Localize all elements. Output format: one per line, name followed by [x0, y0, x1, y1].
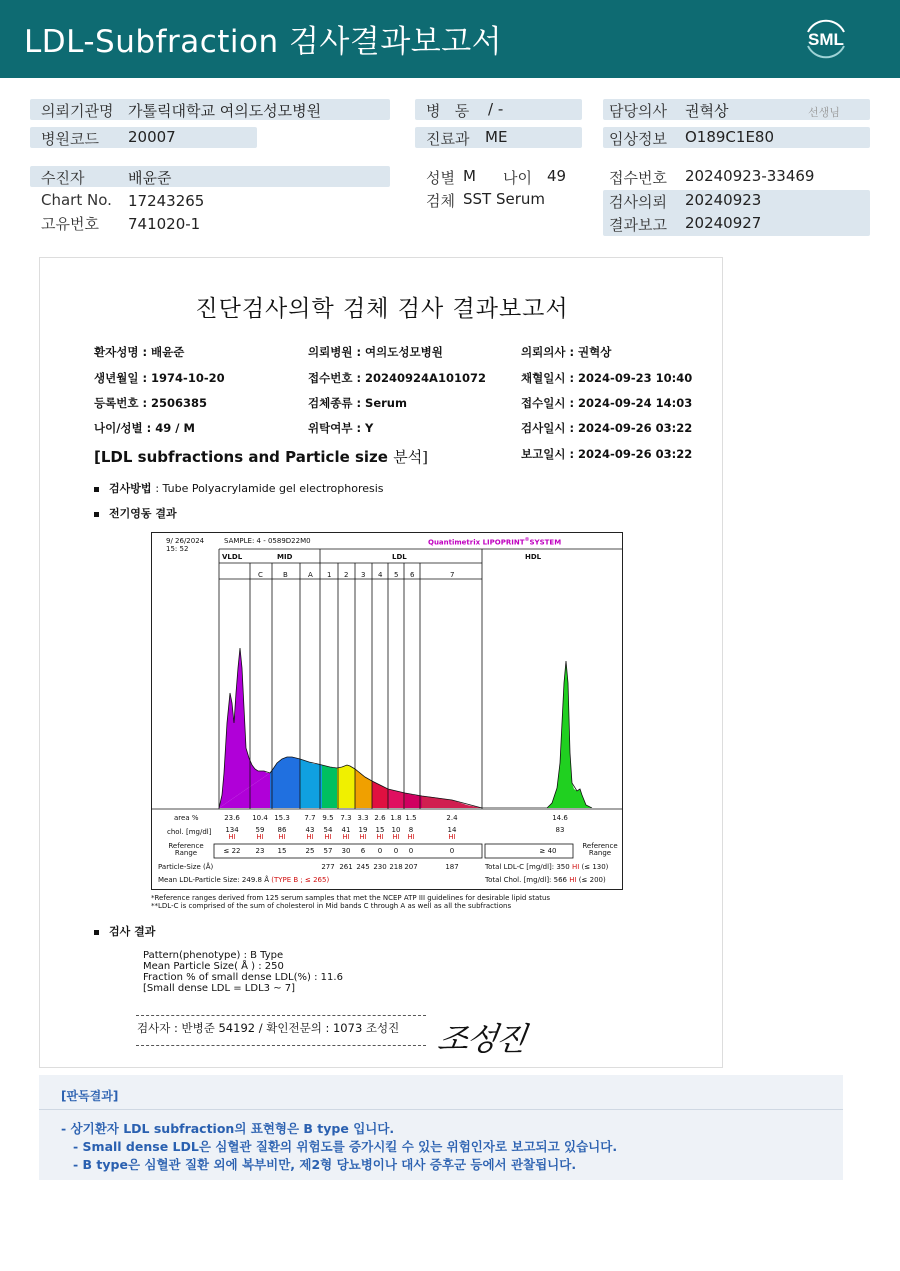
judgement-line: - B type은 심혈관 질환 외에 복부비만, 제2형 당뇨병이나 대사 증후군 등에서 관찰됩니다.	[73, 1157, 577, 1172]
request-org-label: 의뢰기관명	[41, 102, 114, 120]
electrophoresis-chart	[151, 532, 623, 890]
chol-flag: HI	[376, 833, 384, 841]
band-label: 5	[394, 571, 399, 579]
area-value: 15.3	[274, 814, 290, 822]
uid-value: 741020-1	[128, 215, 201, 233]
area-value: 7.3	[340, 814, 352, 822]
recv-value: 20240923-33469	[685, 167, 815, 185]
judgement-title: [판독결과]	[61, 1089, 119, 1103]
area-value: 3.3	[357, 814, 369, 822]
doctor-label: 담당의사	[609, 102, 667, 120]
area-value: 2.4	[446, 814, 458, 822]
size-value: 187	[445, 863, 459, 871]
req-date-label: 검사의뢰	[609, 193, 667, 211]
chol-value: 134	[225, 826, 239, 834]
divider	[136, 1015, 426, 1016]
ref-value: 6	[360, 847, 366, 855]
size-label: Particle-Size (Å)	[158, 863, 214, 871]
chart-system: Quantimetrix LIPOPRINT®SYSTEM	[428, 537, 562, 547]
result-line: Mean Particle Size( Å ) : 250	[143, 961, 284, 972]
chol-flag: HI	[359, 833, 367, 841]
chol-flag: HI	[342, 833, 350, 841]
chol-value: 15	[375, 826, 385, 834]
ref-value: 0	[408, 847, 414, 855]
band-label: 1	[327, 571, 332, 579]
size-value: 261	[339, 863, 353, 871]
group-ldl: LDL	[392, 553, 407, 561]
report-field: 생년월일 : 1974-10-20	[94, 371, 225, 385]
chol-value: 86	[277, 826, 287, 834]
band-label: B	[283, 571, 288, 579]
report-field: 나이/성별 : 49 / M	[94, 421, 195, 435]
patient-value: 배윤준	[128, 169, 172, 187]
ref-value: 57	[323, 847, 333, 855]
header-bar	[0, 0, 900, 78]
chart-no-label: Chart No.	[41, 191, 112, 209]
ref-value: 25	[305, 847, 315, 855]
page-title: LDL-Subfraction 검사결과보고서	[24, 24, 503, 60]
report-date-value: 20240927	[685, 214, 762, 232]
report-field: 접수번호 : 20240924A101072	[308, 371, 486, 385]
size-value: 277	[321, 863, 335, 871]
ward-label: 병 동	[426, 102, 470, 120]
divider	[136, 1045, 426, 1046]
hospital-code-value: 20007	[128, 128, 176, 146]
total-chol: Total Chol. [mg/dl]: 566 HI (≤ 200)	[485, 876, 606, 884]
request-org-value: 가톨릭대학교 여의도성모병원	[128, 102, 322, 120]
group-vldl: VLDL	[222, 553, 243, 561]
report-field: 채혈일시 : 2024-09-23 10:40	[521, 371, 693, 385]
chol-value: 41	[341, 826, 351, 834]
chart-time: 15: 52	[166, 545, 189, 553]
report-subtitle: [LDL subfractions and Particle size 분석]	[94, 448, 429, 466]
bullet-icon	[94, 930, 99, 935]
area-value: 23.6	[224, 814, 240, 822]
judgement-divider	[39, 1109, 843, 1110]
area-value: 10.4	[252, 814, 268, 822]
area-value: 1.8	[390, 814, 402, 822]
age-value: 49	[547, 167, 567, 185]
chart-date: 9/ 26/2024	[166, 537, 205, 545]
chol-value: 83	[555, 826, 565, 834]
doctor-value: 권혁상	[685, 102, 729, 120]
clinical-label: 임상정보	[609, 130, 667, 148]
result-line: Pattern(phenotype) : B Type	[143, 950, 284, 961]
chol-value: 43	[305, 826, 315, 834]
sex-label: 성별	[426, 169, 455, 187]
chart-no-value: 17243265	[128, 192, 205, 210]
size-value: 245	[356, 863, 370, 871]
specimen-value: SST Serum	[463, 190, 546, 208]
chart-sample: SAMPLE: 4 - 0589D22M0	[224, 537, 311, 545]
uid-label: 고유번호	[41, 215, 99, 233]
ref-value: ≥ 40	[539, 847, 557, 855]
svg-text:SML: SML	[808, 30, 844, 49]
band-label: 6	[410, 571, 415, 579]
sex-value: M	[463, 167, 476, 185]
doctor-suffix: 선생님	[808, 106, 840, 119]
group-hdl: HDL	[525, 553, 542, 561]
clinical-value: O189C1E80	[685, 128, 775, 146]
chol-flag: HI	[228, 833, 236, 841]
report-time: 보고일시 : 2024-09-26 03:22	[521, 447, 693, 461]
chol-flag: HI	[407, 833, 415, 841]
mean-size: Mean LDL-Particle Size: 249.8 Å (TYPE B ; ≤ 265)	[158, 876, 330, 884]
chol-flag: HI	[306, 833, 314, 841]
chol-flag: HI	[448, 833, 456, 841]
bullet-icon	[94, 487, 99, 492]
band-label: C	[258, 571, 263, 579]
hospital-code-label: 병원코드	[41, 130, 99, 148]
chol-value: 19	[358, 826, 368, 834]
area-value: 2.6	[374, 814, 386, 822]
band-label: 7	[450, 571, 455, 579]
judgement-line: - 상기환자 LDL subfraction의 표현형은 B type 입니다.	[61, 1121, 395, 1136]
sml-logo	[800, 12, 852, 64]
chol-value: 54	[323, 826, 333, 834]
area-value: 1.5	[405, 814, 417, 822]
recv-label: 접수번호	[609, 169, 667, 187]
result-line: Fraction % of small dense LDL(%) : 11.6	[143, 972, 343, 983]
chol-flag: HI	[256, 833, 264, 841]
embedded-report	[39, 257, 723, 1068]
dept-value: ME	[485, 128, 508, 146]
band-label: A	[308, 571, 313, 579]
chol-value: 10	[391, 826, 401, 834]
band-separators	[152, 549, 622, 858]
chol-value: 8	[408, 826, 414, 834]
report-field: 의뢰병원 : 여의도성모병원	[308, 345, 443, 359]
electrophoresis-curve	[219, 648, 592, 808]
judgement-line: - Small dense LDL은 심혈관 질환의 위험도를 증가시킬 수 있는 위험인자로 보고되고 있습니다.	[73, 1139, 618, 1154]
footnote: **LDL-C is comprised of the sum of cholesterol in Mid bands C through A as well as all the subfractions	[151, 902, 512, 910]
size-value: 230	[373, 863, 387, 871]
report-field: 의뢰의사 : 권혁상	[521, 345, 612, 359]
ref-value: 0	[393, 847, 399, 855]
size-value: 218	[389, 863, 403, 871]
req-date-value: 20240923	[685, 191, 762, 209]
ward-value: / -	[488, 100, 504, 118]
bullet-icon	[94, 512, 99, 517]
chol-label: chol. [mg/dl]	[167, 828, 212, 836]
tester-line: 검사자 : 반병준 54192 / 확인전문의 : 1073 조성진	[137, 1021, 400, 1035]
report-field: 환자성명 : 배윤준	[94, 345, 185, 359]
chol-flag: HI	[324, 833, 332, 841]
age-label: 나이	[503, 169, 532, 187]
area-value: 9.5	[322, 814, 334, 822]
area-value: 14.6	[552, 814, 568, 822]
area-label: area %	[174, 814, 199, 822]
ref-value: ≤ 22	[223, 847, 241, 855]
ref-value: 23	[255, 847, 265, 855]
signature: 조성진	[435, 1020, 528, 1058]
dept-label: 진료과	[426, 130, 470, 148]
report-field: 위탁여부 : Y	[308, 421, 374, 435]
ref-value: 0	[377, 847, 383, 855]
ref-value: 30	[341, 847, 351, 855]
report-field: 검체종류 : Serum	[308, 396, 407, 410]
footnote: *Reference ranges derived from 125 serum samples that met the NCEP ATP III guidelines for desirable lipid status	[151, 894, 551, 902]
report-field: 접수일시 : 2024-09-24 14:03	[521, 396, 693, 410]
method-line: 검사방법 : Tube Polyacrylamide gel electrophoresis	[94, 480, 384, 496]
report-title: 진단검사의학 검체 검사 결과보고서	[195, 296, 569, 322]
chol-flag: HI	[392, 833, 400, 841]
report-date-label: 결과보고	[609, 216, 667, 234]
chol-value: 14	[447, 826, 457, 834]
band-label: 4	[378, 571, 383, 579]
band-label: 3	[361, 571, 366, 579]
ref-label-right: Reference Range	[582, 842, 618, 857]
electro-heading: 전기영동 결과	[94, 505, 177, 521]
total-ldl: Total LDL-C [mg/dl]: 350 HI (≤ 130)	[485, 863, 609, 871]
chol-flag: HI	[278, 833, 286, 841]
group-mid: MID	[277, 553, 293, 561]
size-value: 207	[404, 863, 418, 871]
ref-value: 15	[277, 847, 287, 855]
report-field: 검사일시 : 2024-09-26 03:22	[521, 421, 693, 435]
ref-label: Reference Range	[168, 842, 204, 857]
patient-label: 수진자	[41, 169, 85, 187]
band-label: 2	[344, 571, 349, 579]
result-line: [Small dense LDL = LDL3 ~ 7]	[143, 983, 296, 994]
ref-value: 0	[449, 847, 455, 855]
judgement-box	[39, 1075, 843, 1180]
report-field: 등록번호 : 2506385	[94, 396, 208, 410]
chol-value: 59	[255, 826, 265, 834]
area-value: 7.7	[304, 814, 316, 822]
result-heading: 검사 결과	[94, 923, 155, 939]
specimen-label: 검체	[426, 192, 455, 210]
